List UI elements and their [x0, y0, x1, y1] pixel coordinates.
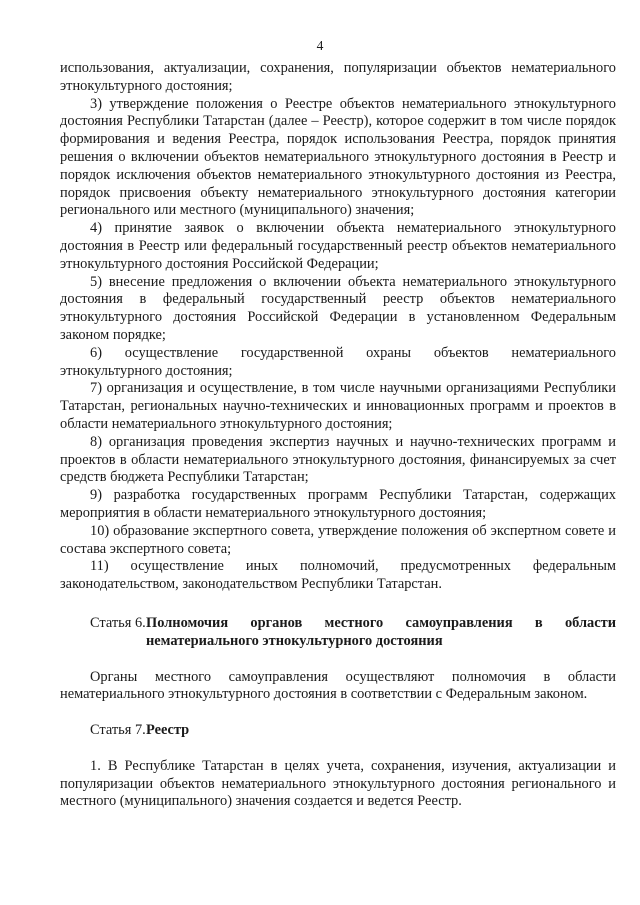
list-item-4: 4) принятие заявок о включении объекта нематериального этнокультурного достояния в Реестр или федеральный государственный реестр объектов нематериального этнокультурного достояния Российской Федерации; — [60, 220, 616, 272]
list-item-7: 7) организация и осуществление, в том числе научными организациями Республики Татарстан, региональных научно-технических и инновационных программ и проектов в области нематериального этнокультурного достояния; — [60, 380, 616, 432]
page-number: 4 — [316, 38, 324, 53]
list-item-9: 9) разработка государственных программ Республики Татарстан, содержащих мероприятия в области нематериального этнокультурного достояния; — [60, 487, 616, 521]
article-7-body: 1. В Республике Татарстан в целях учета, сохранения, изучения, актуализации и популяризации объектов нематериального этнокультурного достояния регионального и местного (муниципального) значения создается и ведется Реестр. — [60, 757, 616, 810]
list-item-5: 5) внесение предложения о включении объекта нематериального этнокультурного достояния в федеральный государственный реестр объектов нематериального этнокультурного достояния Российской Федерации в установленном Федеральным законом порядке; — [60, 273, 616, 343]
list-item-11: 11) осуществление иных полномочий, предусмотренных федеральным законодательством, законодательством Республики Татарстан. — [60, 558, 616, 593]
article-6-body: Органы местного самоуправления осуществляют полномочия в области нематериального этнокультурного достояния в соответствии с Федеральным законом. — [60, 668, 616, 703]
article-7-number: Статья 7. — [90, 722, 146, 739]
list-item-3: 3) утверждение положения о Реестре объектов нематериального этнокультурного достояния Республики Татарстан (далее – Реестр), которое содержит в том числе порядок формирования и ведения Реестра, порядок использования Реестра, порядок принятия решения о включении объектов нематериального этнокультурного достояния в Реестр и порядок исключения объектов нематериального этнокультурного достояния из Реестра, порядок присвоения объекту нематериального этнокультурного достояния категории регионального или местного (муниципального) значения; — [60, 95, 616, 219]
article-7-heading — [60, 722, 616, 740]
list-item-6: 6) осуществление государственной охраны объектов нематериального этнокультурного достояния; — [60, 344, 616, 379]
list-item-10: 10) образование экспертного совета, утверждение положения об экспертном совете и состава экспертного совета; — [60, 522, 616, 557]
document-body — [60, 60, 616, 811]
article-6-heading — [60, 615, 616, 651]
list-item-8: 8) организация проведения экспертиз научных и научно-технических программ и проектов в области нематериального этнокультурного достояния, финансируемых за счет средств бюджета Республики Татарстан; — [60, 433, 616, 486]
article-6-number: Статья 6. — [90, 614, 146, 631]
article-7-title: Реестр — [146, 722, 190, 739]
list-item-continuation: использования, актуализации, сохранения, популяризации объектов нематериального этнокультурного достояния; — [60, 60, 616, 94]
article-6-title: Полномочия органов местного самоуправления в области нематериального этнокультурного достояния — [146, 614, 616, 649]
